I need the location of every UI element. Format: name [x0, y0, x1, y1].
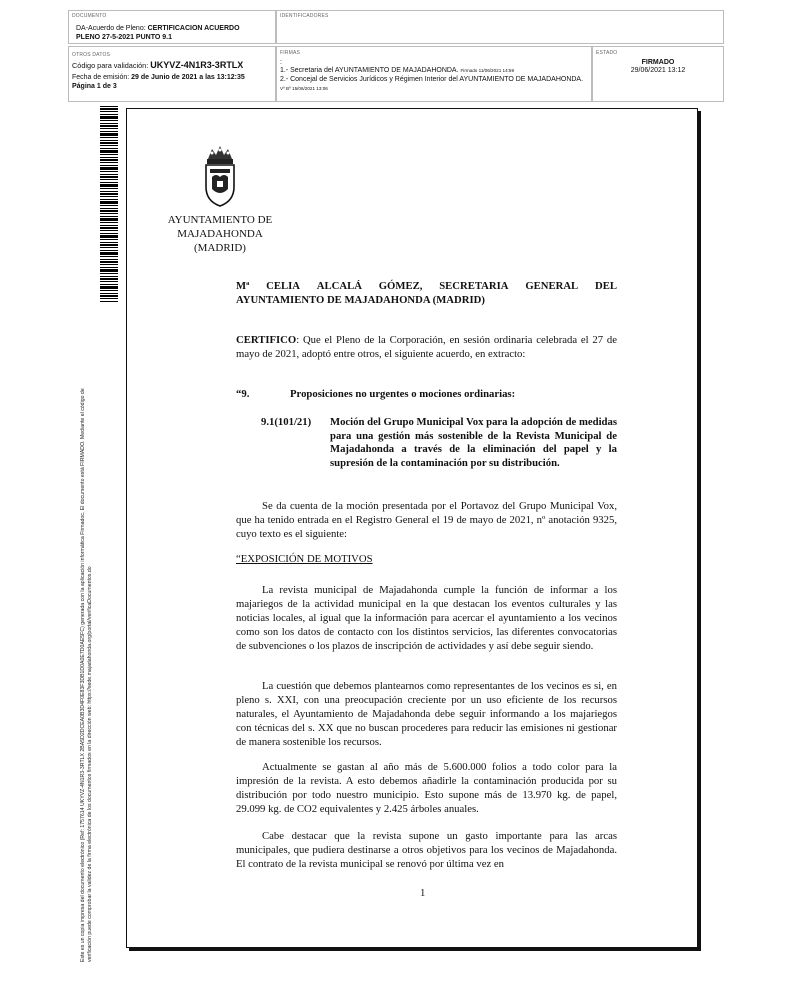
secretary-word: CELIA: [266, 280, 300, 292]
point-9-number: “9.: [236, 388, 250, 400]
firma-colon: :: [280, 59, 282, 66]
municipality-line2: MAJADAHONDA: [177, 228, 263, 240]
secretary-line1: [236, 279, 617, 293]
estado-label: ESTADO: [596, 50, 618, 56]
signature-2-date: Vº Bº 15/06/2021 13:06: [280, 86, 328, 91]
secretary-word: DEL: [594, 280, 617, 292]
emission-date-prefix: Fecha de emisión:: [72, 74, 132, 81]
paragraph-3: Actualmente se gastan al año más de 5.600.000 folios a todo color para la impresión de la revista. A esto debemos añadirle la contaminación producida por su distribución por todo nuestro municipio. Esto supone más de 13.970 kg. de papel, 29.099 kg. de CO2 equivalentes y 2.425 árboles anuales.: [236, 761, 617, 815]
validation-code-prefix: Código para validación:: [72, 61, 151, 70]
validation-code-value: UKYVZ-4N1R3-3RTLX: [150, 60, 244, 70]
municipality-name: [158, 213, 282, 255]
intro-paragraph: Se da cuenta de la moción presentada por el Portavoz del Grupo Municipal Vox, que ha tenido entrada en el Registro General el 19 de mayo de 2021, nº anotación 9325, cuyo texto es el siguiente:: [236, 500, 617, 540]
motion-number: 9.1(101/21): [261, 416, 312, 428]
signature-2: 2.- Concejal de Servicios Jurídicos y Régimen Interior del AYUNTAMIENTO DE MAJADAHONDA.: [280, 76, 584, 83]
municipality-line1: AYUNTAMIENTO DE: [167, 214, 273, 226]
document-title: [76, 24, 272, 42]
identificadores-label: IDENTIFICADORES: [280, 13, 329, 19]
emission-date-value: 29 de Junio de 2021 a las 13:12:35: [131, 74, 245, 81]
validation-code: [72, 61, 276, 70]
certifico-text: : Que el Pleno de la Corporación, en sesión ordinaria celebrada el 27 de mayo de 2021, adoptó entre otros, el siguiente acuerdo, en extracto:: [236, 334, 617, 360]
signature-1: [280, 66, 590, 75]
paragraph-1: La revista municipal de Majadahonda cumple la función de informar a los majariegos de la actividad municipal en la que destacan los eventos culturales y las noticias locales, al igual que la información para acercar el ayuntamiento a los vecinos como son los datos de contacto con los distintos servicios, las diferentes convocatorias de subvenciones o los plazos de inscripción de actividades y así debe seguir siendo.: [236, 584, 617, 652]
page-count: Página 1 de 3: [72, 83, 117, 90]
certifico-bold: CERTIFICO: [236, 334, 297, 346]
secretary-word: ALCALÁ: [316, 280, 362, 292]
status-value: FIRMADO: [641, 59, 675, 66]
secretary-word: GÓMEZ,: [378, 280, 423, 292]
secretary-word: SECRETARIA: [439, 280, 509, 292]
documento-label: DOCUMENTO: [72, 13, 107, 19]
document-title-prefix: DA-Acuerdo de Pleno:: [76, 25, 148, 32]
otros-datos-label: OTROS DATOS: [72, 52, 111, 58]
signature-1-date: Firmado 11/06/2021 14:59: [460, 68, 515, 73]
coat-of-arms-icon: [200, 143, 240, 209]
motion-title: Moción del Grupo Municipal Vox para la adopción de medidas para una gestión más sostenible de la Revista Municipal de Majadahonda a través de la eliminación del papel y la supresión de la contaminación por su distribución.: [330, 416, 617, 469]
signature-1-text: 1.- Secretaria del AYUNTAMIENTO DE MAJADAHONDA.: [280, 67, 459, 74]
side-text-line1: Este es un copia impresa del documento electrónico (Ref: 1757614 UKYVZ-4N1R3-3RTLX 2BA5D2DCEA0B3D4F0E83F3DB1D0A0E7D0AE5FC) generada con la aplicación informática Firmadoc. El documento está FIRMADO. Mediante el código de: [80, 388, 86, 962]
page-number: 1: [420, 887, 426, 899]
document-title-line2: PLENO 27-5-2021 PUNTO 9.1: [76, 34, 172, 41]
document-title-bold: CERTIFICACION ACUERDO: [147, 25, 240, 32]
municipality-line3: (MADRID): [194, 242, 246, 254]
secretary-word: GENERAL: [525, 280, 579, 292]
paragraph-2: La cuestión que debemos plantearnos como representantes de los vecinos es si, en pleno s. XXI, con una preocupación creciente por un uso eficiente de los recursos naturales, el Ayuntamiento de Majadahonda debe seguir informando a los majariegos con técnicas del s. XX que no buscan procederes para reducir las emisiones ni gestionar de manera sostenible los recursos.: [236, 680, 617, 748]
status-date: 29/06/2021 13:12: [630, 67, 686, 74]
side-verification-text: [80, 302, 94, 962]
emission-date: [72, 73, 276, 82]
barcode-image: [100, 106, 118, 302]
secretary-line2: AYUNTAMIENTO DE MAJADAHONDA (MADRID): [236, 294, 485, 306]
exposicion-heading: “EXPOSICIÓN DE MOTIVOS: [236, 553, 373, 565]
point-9-title: Proposiciones no urgentes o mociones ordinarias:: [290, 388, 516, 400]
paragraph-4: Cabe destacar que la revista supone un gasto importante para las arcas municipales, que pudiera destinarse a otros objetivos para los vecinos de Majadahonda. El contrato de la revista municipal se renovó por última vez en: [236, 830, 617, 870]
certifico-paragraph: [236, 333, 617, 361]
side-text-line2: verificación puede comprobar la validez de la firma electrónica de los documentos firmados en la dirección web: https://sede.majadahonda.org/portal/verificaDocumentos.do: [87, 566, 93, 962]
secretary-word: Mª: [236, 280, 250, 292]
firmas-label: FIRMAS: [280, 50, 301, 56]
identifiers-box: [276, 10, 724, 44]
secretary-heading: [236, 279, 617, 307]
